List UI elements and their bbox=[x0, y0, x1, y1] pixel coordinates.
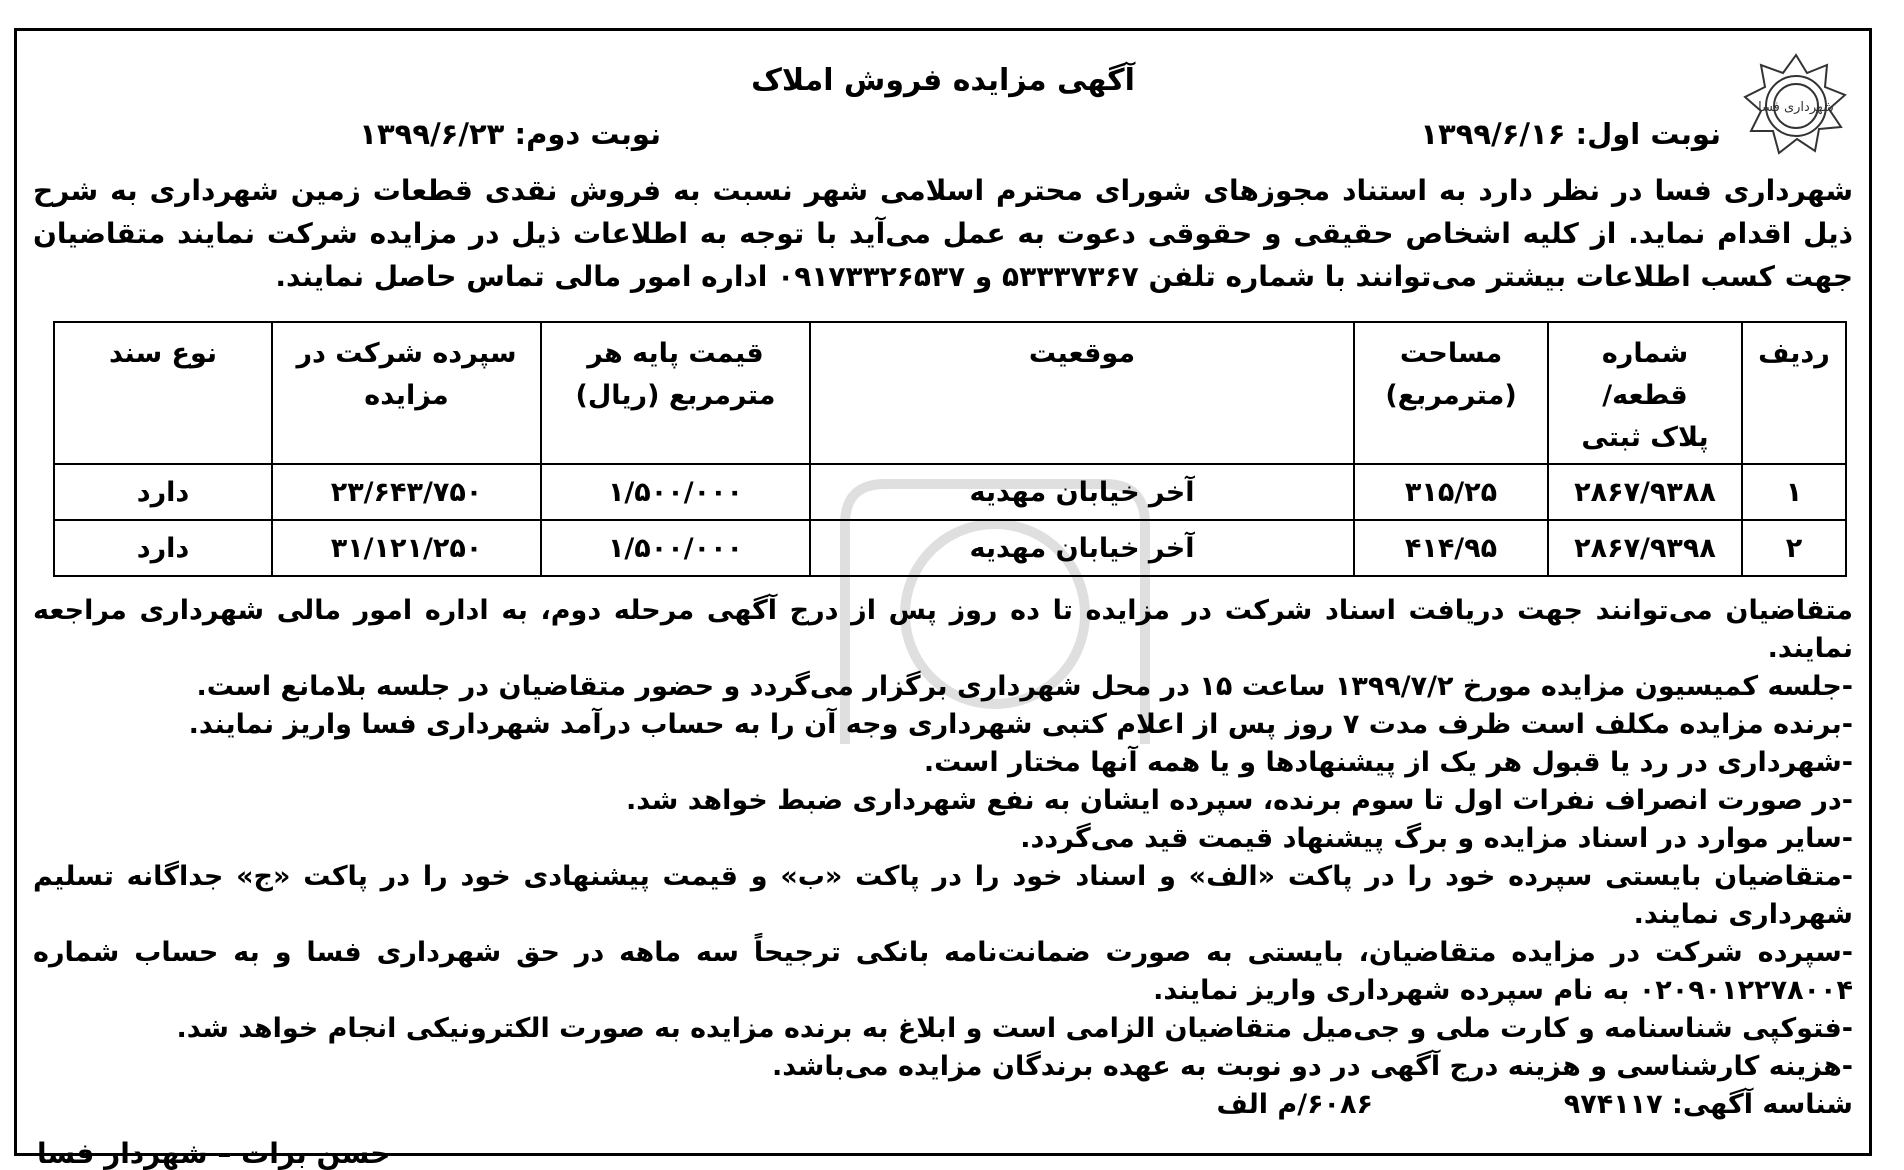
cell-deposit: ۳۱/۱۲۱/۲۵۰ bbox=[272, 520, 541, 576]
cell-doc-type: دارد bbox=[54, 464, 272, 520]
table-header-row bbox=[54, 322, 1846, 464]
term-item: -سپرده شرکت در مزایده متقاضیان، بایستی به صورت ضمانت‌نامه بانکی ترجیحاً سه ماهه در حق شهرداری فسا و به حساب شماره ۰۲۰۹۰۱۲۲۷۸۰۰۴ به نام سپرده شهرداری واریز نمایند. bbox=[33, 937, 1853, 1006]
ad-id: شناسه آگهی: ۹۷۴۱۱۷ bbox=[1563, 1089, 1853, 1120]
cell-deposit: ۲۳/۶۴۳/۷۵۰ bbox=[272, 464, 541, 520]
term-item: -جلسه کمیسیون مزایده مورخ ۱۳۹۹/۷/۲ ساعت ۱۵ در محل شهرداری برگزار می‌گردد و حضور متقاضیان در جلسه بلامانع است. bbox=[196, 671, 1853, 702]
cell-row-number: ۲ bbox=[1742, 520, 1846, 576]
footer-ids bbox=[33, 1089, 1853, 1129]
cell-plot: ۲۸۶۷/۹۳۸۸ bbox=[1548, 464, 1742, 520]
cell-area: ۳۱۵/۲۵ bbox=[1354, 464, 1548, 520]
signature: حسن برات – شهردار فسا bbox=[37, 1137, 391, 1170]
notice-title: آگهی مزایده فروش املاک bbox=[751, 63, 1135, 98]
cell-price: ۱/۵۰۰/۰۰۰ bbox=[541, 464, 810, 520]
header-location: موقعیت bbox=[810, 322, 1354, 464]
round-first: نوبت اول: ۱۳۹۹/۶/۱۶ bbox=[1420, 117, 1721, 151]
term-item: -سایر موارد در اسناد مزایده و برگ پیشنهاد قیمت قید می‌گردد. bbox=[1020, 823, 1853, 854]
header-doc-type: نوع سند bbox=[54, 322, 272, 464]
notice-body bbox=[25, 39, 1861, 1170]
term-item: -متقاضیان بایستی سپرده خود را در پاکت «الف» و اسناد خود را در پاکت «ب» و قیمت پیشنهادی خود را در پاکت «ج» جداگانه تسلیم شهرداری نمایند. bbox=[33, 861, 1853, 930]
cell-location: آخر خیابان مهدیه bbox=[810, 464, 1354, 520]
term-item: -شهرداری در رد یا قبول هر یک از پیشنهادها و یا همه آنها مختار است. bbox=[923, 747, 1853, 778]
term-item: -برنده مزایده مکلف است ظرف مدت ۷ روز پس از اعلام کتبی شهرداری وجه آن را به حساب درآمد شهرداری فسا واریز نمایند. bbox=[188, 709, 1853, 740]
intro-paragraph: شهرداری فسا در نظر دارد به استناد مجوزهای شورای محترم اسلامی شهر نسبت به فروش نقدی قطعات زمین شهرداری به شرح ذیل اقدام نماید. از کلیه اشخاص حقیقی و حقوقی دعوت به عمل می‌آید با توجه به اطلاعات ذیل در مزایده شرکت نمایند متقاضیان جهت کسب اطلاعات بیشتر می‌توانند با شماره تلفن ۵۳۳۳۷۳۶۷ و ۰۹۱۷۳۳۲۶۵۳۷ اداره امور مالی تماس حاصل نمایند. bbox=[33, 174, 1853, 293]
term-item: -در صورت انصراف نفرات اول تا سوم برنده، سپرده ایشان به نفع شهرداری ضبط خواهد شد. bbox=[625, 785, 1853, 816]
header-plot: شماره قطعه/ پلاک ثبتی bbox=[1548, 322, 1742, 464]
cell-doc-type: دارد bbox=[54, 520, 272, 576]
cell-area: ۴۱۴/۹۵ bbox=[1354, 520, 1548, 576]
terms-list bbox=[33, 592, 1853, 1086]
cell-location: آخر خیابان مهدیه bbox=[810, 520, 1354, 576]
term-item: متقاضیان می‌توانند جهت دریافت اسناد شرکت در مزایده تا ده روز پس از درج آگهی مرحله دوم، به اداره امور مالی شهرداری مراجعه نمایند. bbox=[33, 595, 1853, 664]
ad-code: ۶۰۸۶/م الف bbox=[1216, 1089, 1373, 1120]
header-row-number: ردیف bbox=[1742, 322, 1846, 464]
term-item: -هزینه کارشناسی و هزینه درج آگهی در دو نوبت به عهده برندگان مزایده می‌باشد. bbox=[771, 1051, 1853, 1082]
cell-price: ۱/۵۰۰/۰۰۰ bbox=[541, 520, 810, 576]
cell-plot: ۲۸۶۷/۹۳۹۸ bbox=[1548, 520, 1742, 576]
round-second: نوبت دوم: ۱۳۹۹/۶/۲۳ bbox=[359, 117, 661, 151]
term-item: -فتوکپی شناسنامه و کارت ملی و جی‌میل متقاضیان الزامی است و ابلاغ به برنده مزایده به صورت الکترونیکی انجام خواهد شد. bbox=[176, 1013, 1853, 1044]
cell-row-number: ۱ bbox=[1742, 464, 1846, 520]
logo-text: شهرداری فسا bbox=[1758, 100, 1834, 115]
notice-frame bbox=[14, 28, 1872, 1170]
header-price: قیمت پایه هر مترمربع (ریال) bbox=[541, 322, 810, 464]
header-area: مساحت (مترمربع) bbox=[1354, 322, 1548, 464]
round-dates bbox=[205, 117, 1721, 161]
header-deposit: سپرده شرکت در مزایده bbox=[272, 322, 541, 464]
